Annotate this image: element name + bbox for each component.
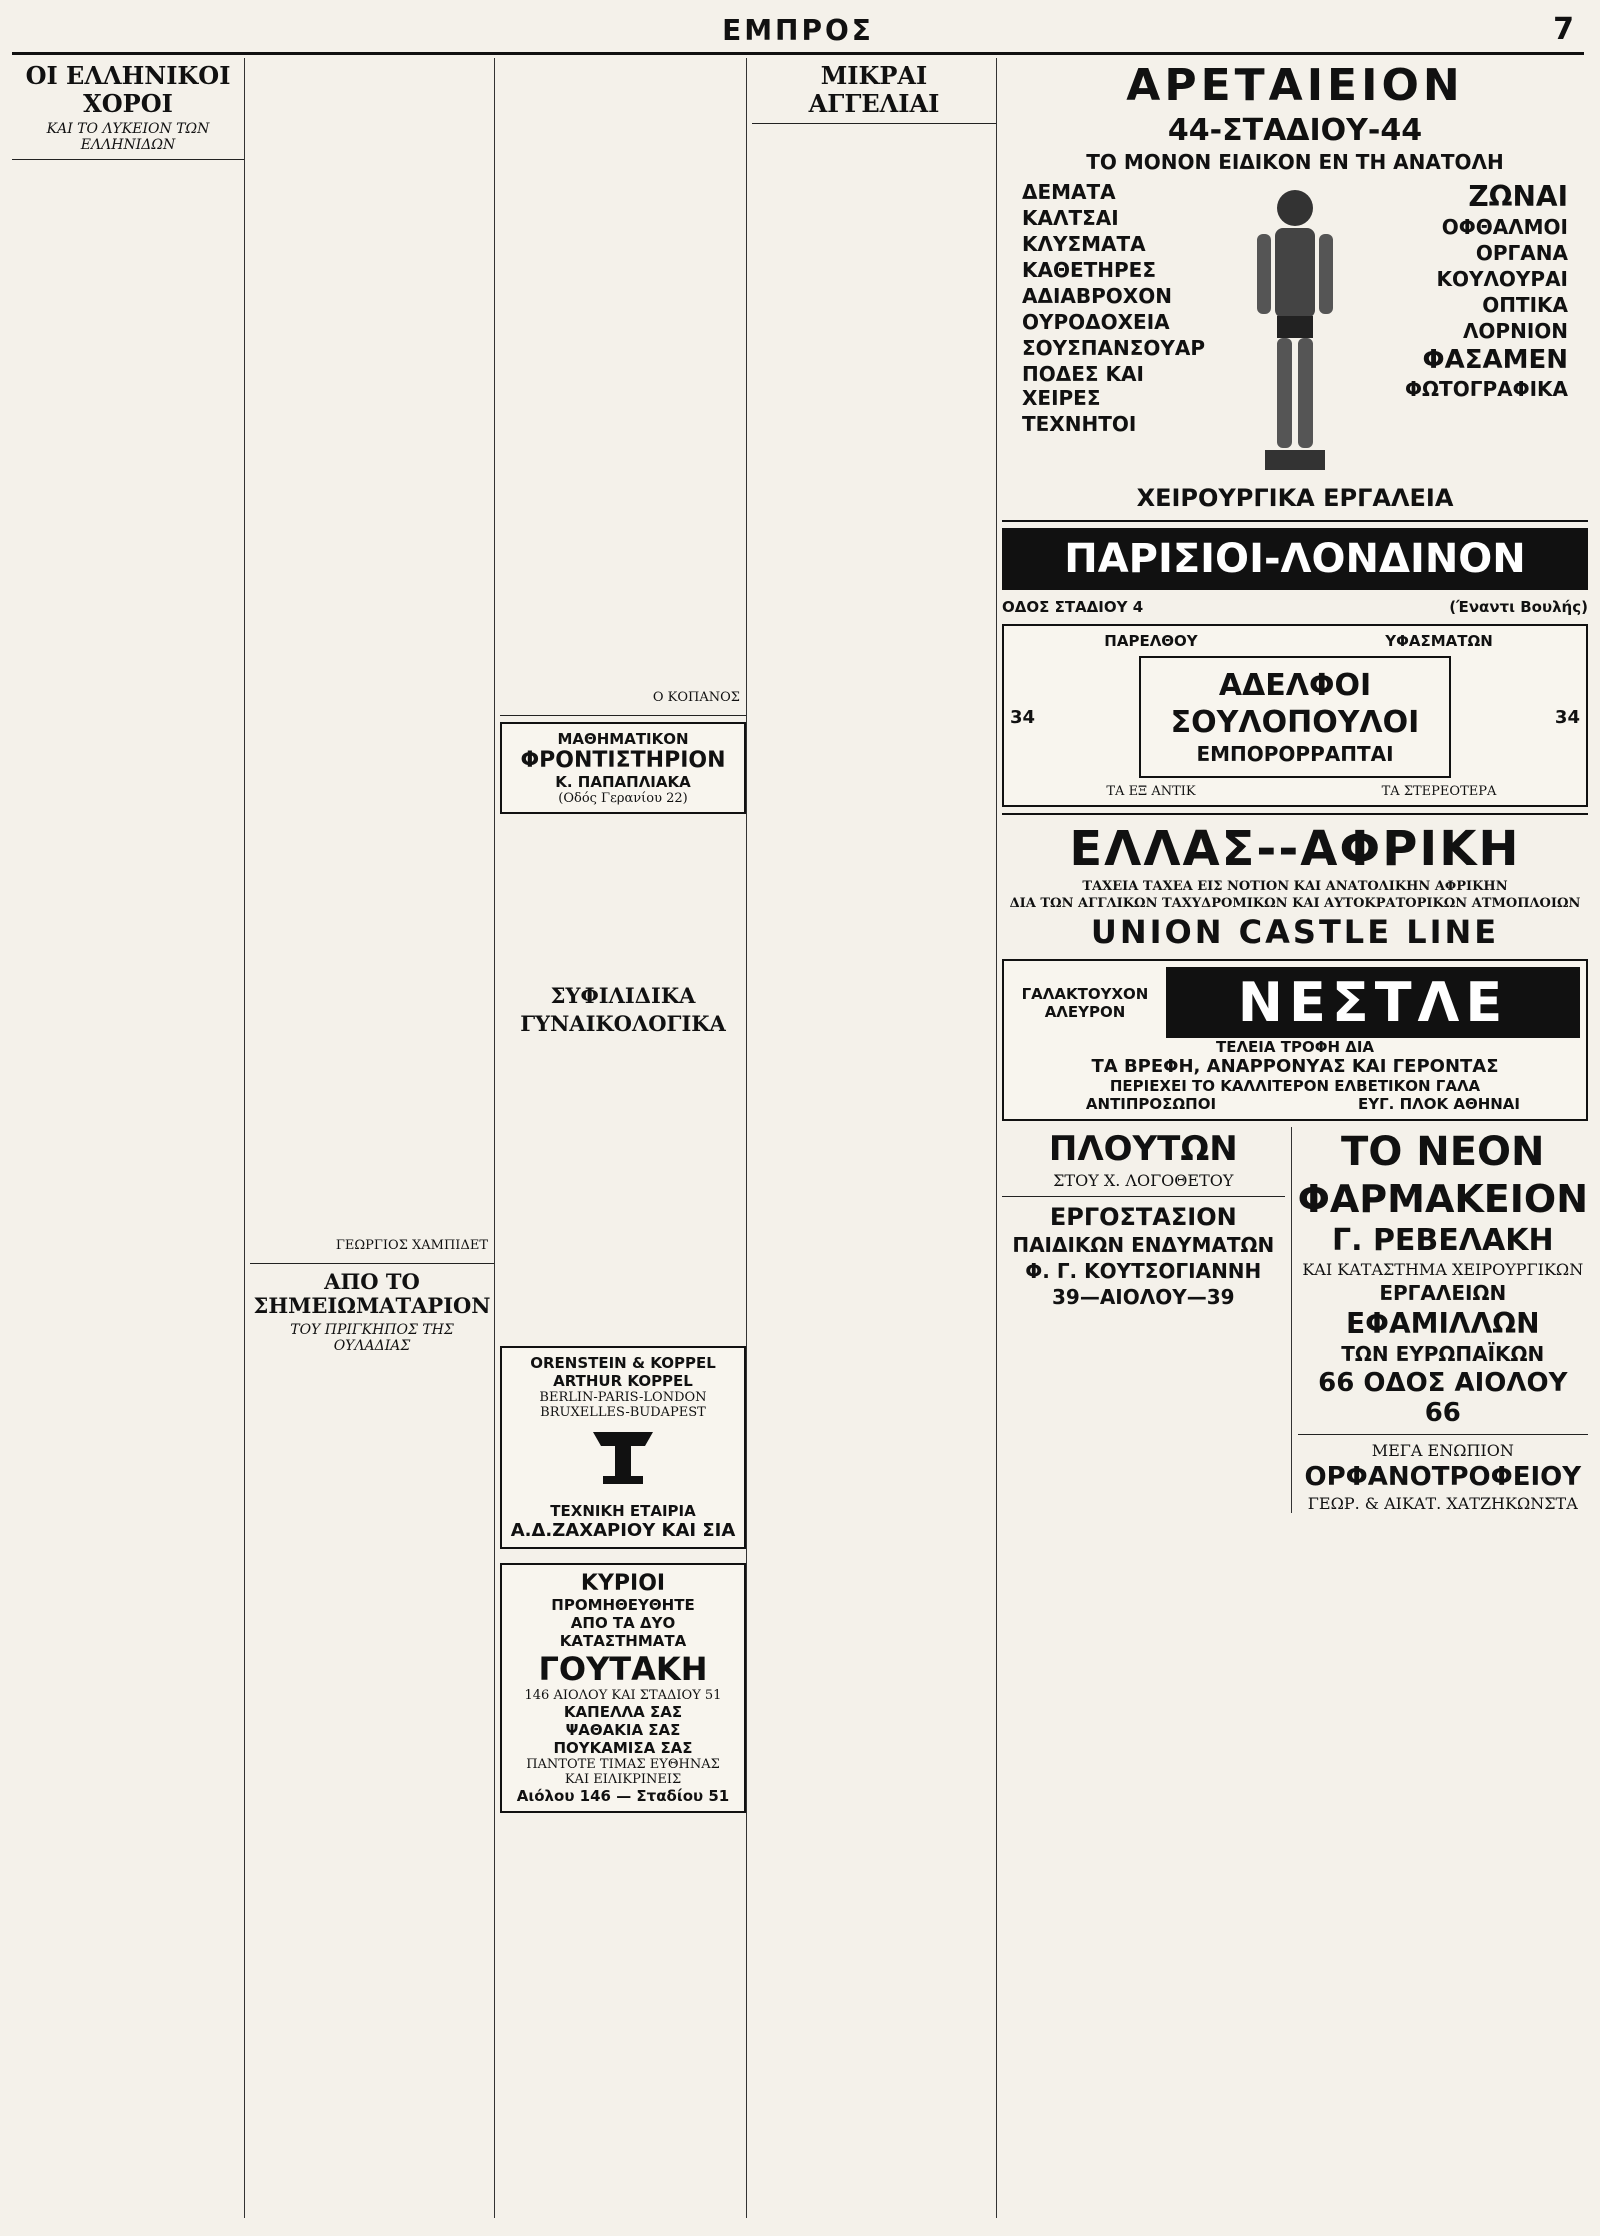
ad-address: 146 ΑΙΟΛΟΥ ΚΑΙ ΣΤΑΔΙΟΥ 51 xyxy=(524,1688,722,1704)
ad-line: ΠΟΥΚΑΜΙΣΑ ΣΑΣ xyxy=(553,1739,693,1758)
ad-line: ΚΑΠΕΛΛΑ ΣΑΣ xyxy=(563,1703,683,1722)
divider xyxy=(500,715,746,716)
ad-address: (Έναντι Βουλής) xyxy=(1449,598,1588,616)
ad-line: ΑΝΤΙΠΡΟΣΩΠΟΙ xyxy=(1085,1095,1217,1113)
ad-line: ΤΟ ΜΟΝΟΝ ΕΙΔΙΚΟΝ ΕΝ ΤΗ ΑΝΑΤΟΛΗ xyxy=(1086,150,1504,174)
ad-address: (Οδός Γερανίου 22) xyxy=(558,791,688,806)
ad-line: ΕΜΠΟΡΟΡΡΑΠΤΑΙ xyxy=(1196,742,1394,766)
ad-parisioi-londinon xyxy=(1002,596,1588,618)
ad-soulopouloi xyxy=(1002,624,1588,807)
ad-plouton-and-ergostasion xyxy=(1002,1127,1292,1513)
ad-line: ΑΠΟ ΤΑ ΔΥΟ xyxy=(570,1614,676,1633)
divider xyxy=(12,159,244,160)
ad-line: ΜΑΘΗΜΑΤΙΚΟΝ xyxy=(557,730,689,748)
rail-icon xyxy=(563,1424,683,1494)
ad-parisioi-londinon-title: ΠΑΡΙΣΙΟΙ-ΛΟΝΔΙΝΟΝ xyxy=(1002,528,1588,590)
ad-line: ΤΑΧΕΙΑ ΤΑΧΕΑ ΕΙΣ ΝΟΤΙΟΝ ΚΑΙ ΑΝΑΤΟΛΙΚΗΝ ΑΦΡΙΚΗΝ xyxy=(1082,879,1508,894)
ad-title: ΑΡΕΤΑΙΕΙΟΝ xyxy=(1126,60,1464,111)
ad-address: 44-ΣΤΑΔΙΟΥ-44 xyxy=(1167,113,1423,148)
ad-line: ΤΕΛΕΙΑ ΤΡΟΦΗ ΔΙΑ xyxy=(1215,1038,1375,1056)
ad-line: ΓΕΩΡ. & ΑΙΚΑΤ. ΧΑΤΖΗΚΩΝΣΤΑ xyxy=(1307,1494,1578,1513)
ad-mathematics-tutoring xyxy=(500,722,746,814)
divider xyxy=(1002,1196,1285,1197)
ad-brand: ΝΕΣΤΛΕ xyxy=(1166,967,1580,1038)
ad-line: ΤΑ ΒΡΕΦΗ, ΑΝΑΡΡΟΝΥΑΣ ΚΑΙ ΓΕΡΟΝΤΑΣ xyxy=(1091,1056,1499,1077)
ad-nestle xyxy=(1002,959,1588,1121)
ad-item: ΟΦΘΑΛΜΟΙ xyxy=(1441,215,1568,239)
ad-line: ΚΑΙ ΕΙΛΙΚΡΙΝΕΙΣ xyxy=(564,1772,682,1788)
column-2 xyxy=(250,58,495,2218)
article-signature: Ο ΚΟΠΑΝΟΣ xyxy=(652,690,740,705)
ad-line: ΧΕΙΡΟΥΡΓΙΚΑ ΕΡΓΑΛΕΙΑ xyxy=(1136,484,1454,512)
ad-address: Αιόλου 146 — Σταδίου 51 xyxy=(516,1787,730,1806)
ad-item: ΚΑΛΤΣΑΙ xyxy=(1022,206,1119,230)
ad-line: ΠΑΡΕΛΘΟΥ xyxy=(1104,632,1198,650)
ad-line: ΚΥΡΙΟΙ xyxy=(580,1571,666,1597)
column-5 xyxy=(1002,58,1588,2218)
ad-headline: ΓΥΝΑΙΚΟΛΟΓΙΚΑ xyxy=(520,1011,726,1037)
ad-line: ΚΑΤΑΣΤΗΜΑΤΑ xyxy=(559,1632,687,1651)
ad-line: ΤΕΧΝΙΚΗ ΕΤΑΙΡΙΑ xyxy=(550,1502,696,1521)
ad-item: ΦΩΤΟΓΡΑΦΙΚΑ xyxy=(1405,377,1568,401)
ad-item: ΟΥΡΟΔΟΧΕΙΑ xyxy=(1022,310,1170,334)
divider xyxy=(1298,1434,1588,1435)
ad-line: ΤΑ ΕΞ ΑΝΤΙΚ xyxy=(1106,784,1196,799)
ad-title: ΟΡΦΑΝΟΤΡΟΦΕΙΟΥ xyxy=(1304,1462,1582,1492)
athlete-figure-icon xyxy=(1235,178,1355,478)
ad-item: ΟΡΓΑΝΑ xyxy=(1475,241,1568,265)
ad-address: 66 ΟΔΟΣ ΑΙΟΛΟΥ 66 xyxy=(1318,1368,1568,1428)
ad-item: ΠΟΔΕΣ ΚΑΙ ΧΕΙΡΕΣ xyxy=(1022,362,1144,410)
ad-goutaki xyxy=(500,1563,746,1813)
ad-item: ΟΠΤΙΚΑ xyxy=(1482,293,1568,317)
ad-line: ΓΑΛΑΚΤΟΥΧΟΝ ΑΛΕΥΡΟΝ xyxy=(1021,984,1149,1021)
ad-line: Φ. Γ. ΚΟΥΤΣΟΓΙΑΝΝΗ xyxy=(1025,1259,1262,1283)
ad-line: UNION CASTLE LINE xyxy=(1090,913,1500,951)
page-header xyxy=(12,12,1584,55)
ad-line: BRUXELLES-BUDAPEST xyxy=(540,1405,706,1421)
ad-line: ΨΑΘΑΚΙΑ ΣΑΣ xyxy=(565,1721,681,1740)
ad-line: Γ. ΡΕΒΕΛΑΚΗ xyxy=(1331,1223,1554,1258)
divider xyxy=(250,1263,494,1264)
ad-line: ΠΑΝΤΟΤΕ ΤΙΜΑΣ ΕΥΘΗΝΑΣ xyxy=(526,1757,720,1773)
ad-number: 34 xyxy=(1554,706,1580,728)
ad-title: ΠΛΟΥΤΩΝ xyxy=(1048,1129,1238,1169)
page-number: 7 xyxy=(1553,12,1574,47)
ad-line: ΤΑ ΣΤΕΡΕΟΤΕΡΑ xyxy=(1381,784,1497,799)
ad-line: ΠΑΙΔΙΚΩΝ ΕΝΔΥΜΑΤΩΝ xyxy=(1012,1233,1275,1257)
ad-item: ΚΑΘΕΤΗΡΕΣ xyxy=(1022,258,1157,282)
column-3 xyxy=(500,58,747,2218)
ad-item: ΚΟΥΛΟΥΡΑΙ xyxy=(1436,267,1568,291)
ad-brand: ΓΟΥΤΑΚΗ xyxy=(538,1650,708,1689)
ad-line: ΤΟ ΝΕΟΝ xyxy=(1341,1129,1545,1175)
ad-line: Α.Δ.ΖΑΧΑΡΙΟΥ ΚΑΙ ΣΙΑ xyxy=(510,1520,736,1542)
ad-line: ΣΤΟΥ Χ. ΛΟΓΟΘΕΤΟΥ xyxy=(1053,1171,1234,1190)
ad-orenstein-koppel xyxy=(500,1346,746,1549)
ad-item: ΦΑΣΑΜΕΝ xyxy=(1422,345,1568,375)
ad-title: ΕΡΓΟΣΤΑΣΙΟΝ xyxy=(1049,1203,1237,1231)
ad-line: ΔΙΑ ΤΩΝ ΑΓΓΛΙΚΩΝ ΤΑΧΥΔΡΟΜΙΚΩΝ ΚΑΙ ΑΥΤΟΚΡΑΤΟΡΙΚΩΝ ΑΤΜΟΠΛΟΙΩΝ xyxy=(1009,896,1581,911)
ad-line: ΠΕΡΙΕΧΕΙ ΤΟ ΚΑΛΛΙΤΕΡΟΝ ΕΛΒΕΤΙΚΟΝ ΓΑΛΑ xyxy=(1109,1077,1481,1095)
ad-item: ΖΩΝΑΙ xyxy=(1468,180,1568,213)
ad-farmakeion-and-orfanotrofeion xyxy=(1298,1127,1588,1513)
ad-address: 39—ΑΙΟΛΟΥ—39 xyxy=(1052,1285,1235,1309)
ad-line: ΥΦΑΣΜΑΤΩΝ xyxy=(1385,632,1493,650)
ad-item: ΔΕΜΑΤΑ xyxy=(1022,180,1116,204)
ad-line: ΣΟΥΛΟΠΟΥΛΟΙ xyxy=(1170,705,1420,740)
column-4 xyxy=(752,58,997,2218)
ad-line: ORENSTEIN & KOPPEL xyxy=(530,1354,716,1373)
article-subhead-2: ΤΟΥ ΠΡΙΓΚΗΠΟΣ ΤΗΣ ΟΥΛΑΔΙΑΣ xyxy=(290,1322,454,1355)
ad-item: ΛΟΡΝΙΟΝ xyxy=(1462,319,1568,343)
masthead: ΕΜΠΡΟΣ xyxy=(722,14,874,47)
article-subhead: ΚΑΙ ΤΟ ΛΥΚΕΙΟΝ ΤΩΝ ΕΛΛΗΝΙΔΩΝ xyxy=(46,121,210,154)
section-headline: ΜΙΚΡΑΙ ΑΓΓΕΛΙΑΙ xyxy=(808,61,940,118)
divider xyxy=(752,123,996,124)
ad-line: ΚΑΙ ΚΑΤΑΣΤΗΜΑ ΧΕΙΡΟΥΡΓΙΚΩΝ xyxy=(1302,1260,1584,1279)
ad-item: ΑΔΙΑΒΡΟΧΟΝ xyxy=(1022,284,1172,308)
article-signature: ΓΕΩΡΓΙΟΣ ΧΑΜΠΙΔΕΤ xyxy=(335,1238,488,1253)
ad-title: ΦΡΟΝΤΙΣΤΗΡΙΟΝ xyxy=(520,748,726,773)
ad-line: ΕΥΓ. ΠΛΟΚ ΑΘΗΝΑΙ xyxy=(1357,1095,1520,1113)
ad-line: ΑΔΕΛΦΟΙ xyxy=(1218,668,1372,703)
column-1 xyxy=(12,58,245,2218)
ad-line: Κ. ΠΑΠΑΠΛΙΑΚΑ xyxy=(555,773,691,791)
ad-line: BERLIN-PARIS-LONDON xyxy=(539,1390,707,1406)
ad-title: ΦΑΡΜΑΚΕΙΟΝ xyxy=(1297,1177,1588,1221)
ad-line: ΕΦΑΜΙΛΛΩΝ xyxy=(1346,1307,1540,1340)
ad-item: ΤΕΧΝΗΤΟΙ xyxy=(1022,412,1137,436)
ad-ellas-afriki xyxy=(1002,813,1588,951)
ad-item: ΣΟΥΣΠΑΝΣΟΥΑΡ xyxy=(1022,336,1206,360)
ad-line: ΤΩΝ ΕΥΡΩΠΑΪΚΩΝ xyxy=(1341,1342,1545,1366)
ad-title: ΕΛΛΑΣ--ΑΦΡΙΚΗ xyxy=(1069,821,1521,877)
ad-headline: ΣΥΦΙΛΙΔΙΚΑ xyxy=(550,983,696,1008)
ad-line: ARTHUR KOPPEL xyxy=(553,1372,693,1391)
ad-line: ΕΡΓΑΛΕΙΩΝ xyxy=(1379,1281,1507,1305)
ad-areteion xyxy=(1002,60,1588,522)
article-headline-2: ΑΠΟ ΤΟ ΣΗΜΕΙΩΜΑΤΑΡΙΟΝ xyxy=(253,1269,491,1319)
article-headline: ΟΙ ΕΛΛΗΝΙΚΟΙ ΧΟΡΟΙ xyxy=(25,61,231,118)
ad-line: ΜΕΓΑ ΕΝΩΠΙΟΝ xyxy=(1371,1441,1514,1460)
ad-number: 34 xyxy=(1010,706,1036,728)
ad-item: ΚΛΥΣΜΑΤΑ xyxy=(1022,232,1146,256)
ad-address: ΟΔΟΣ ΣΤΑΔΙΟΥ 4 xyxy=(1002,598,1144,616)
ad-line: ΠΡΟΜΗΘΕΥΘΗΤΕ xyxy=(551,1596,695,1615)
